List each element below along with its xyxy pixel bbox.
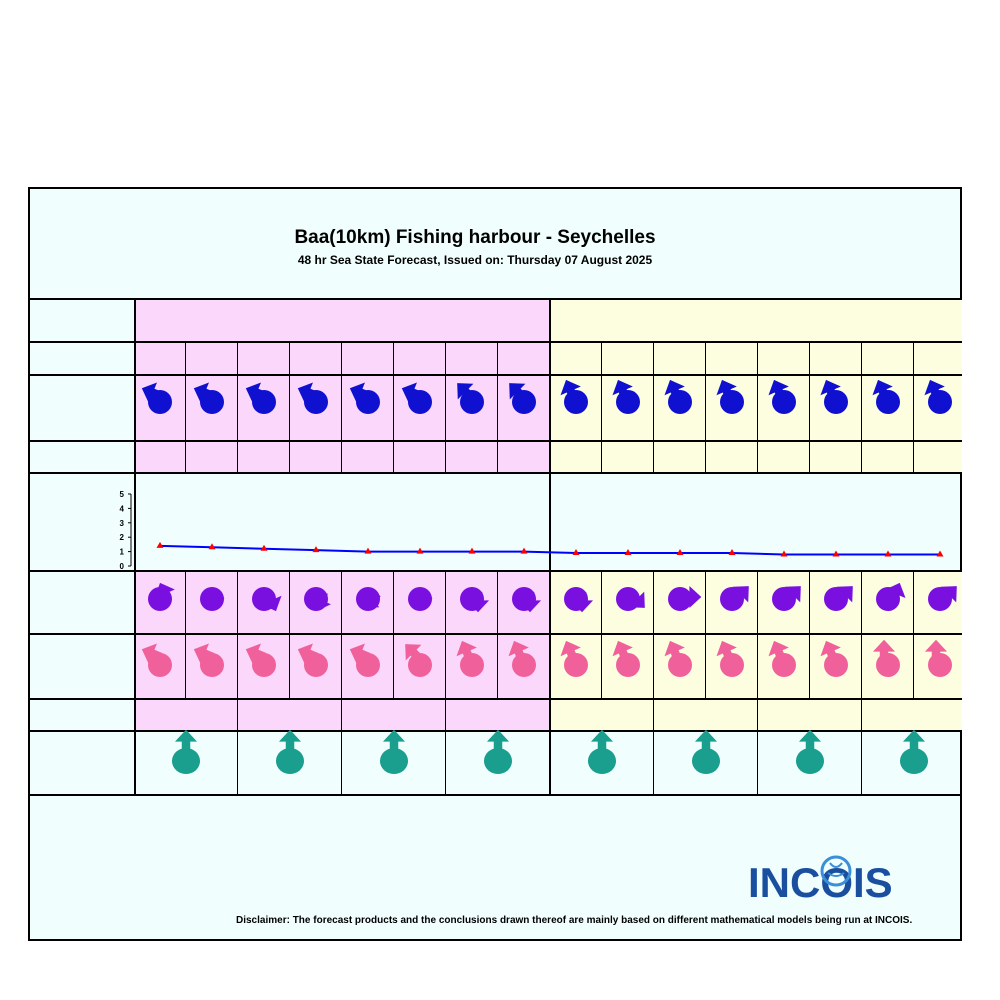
col-divider xyxy=(705,633,706,698)
col-divider xyxy=(601,633,602,698)
page-subtitle: 48 hr Sea State Forecast, Issued on: Thursday 07 August 2025 xyxy=(297,253,653,267)
col-divider xyxy=(809,570,810,633)
row-divider xyxy=(30,440,962,442)
wind-speed-circle xyxy=(720,587,744,611)
col-divider xyxy=(445,698,446,730)
wind-speed-circle xyxy=(616,587,640,611)
col-divider xyxy=(653,440,654,472)
wave-period-label xyxy=(30,440,134,472)
y-tick-label: 3 xyxy=(119,518,124,528)
col-divider xyxy=(185,570,186,633)
y-tick-label: 0 xyxy=(119,562,124,570)
disclaimer: Disclaimer: The forecast products and the conclusions drawn thereof are mainly based on different mathematical models being run at INCOIS. xyxy=(236,915,913,926)
incois-logo xyxy=(746,849,896,909)
wind-speed-circle xyxy=(564,587,588,611)
col-divider xyxy=(601,341,602,374)
time-label xyxy=(30,341,134,374)
wave-height-chart xyxy=(30,472,962,570)
col-divider xyxy=(653,374,654,440)
swell-height-circle xyxy=(928,653,952,677)
col-divider xyxy=(289,633,290,698)
row-divider xyxy=(30,794,962,796)
wave-height-circle xyxy=(356,390,380,414)
wind-speed-circle xyxy=(772,587,796,611)
col-divider xyxy=(861,570,862,633)
current-value-circle xyxy=(380,748,408,774)
wind-speed-circle xyxy=(824,587,848,611)
wind-speed-circle xyxy=(408,587,432,611)
col-divider xyxy=(757,440,758,472)
col-divider xyxy=(861,440,862,472)
wave-height-point xyxy=(521,548,528,554)
col-divider xyxy=(237,730,238,794)
col-divider xyxy=(757,698,758,730)
col-divider xyxy=(185,633,186,698)
swell-height-circle xyxy=(148,653,172,677)
wind-speed-circle xyxy=(148,587,172,611)
wave-height-point xyxy=(417,548,424,554)
wave-height-circle xyxy=(928,390,952,414)
swell-height-circle xyxy=(616,653,640,677)
swell-height-circle xyxy=(564,653,588,677)
y-tick-label: 4 xyxy=(119,504,124,514)
col-divider xyxy=(913,633,914,698)
col-divider xyxy=(445,730,446,794)
swell-height-circle xyxy=(824,653,848,677)
wind-speed-circle xyxy=(304,587,328,611)
col-divider xyxy=(237,698,238,730)
friday-band xyxy=(134,440,550,472)
friday-band xyxy=(134,341,550,374)
col-divider xyxy=(497,633,498,698)
col-divider xyxy=(757,570,758,633)
col-divider xyxy=(809,341,810,374)
col-divider xyxy=(445,633,446,698)
swell-height-circle xyxy=(304,653,328,677)
col-divider xyxy=(185,440,186,472)
saturday-band xyxy=(550,341,962,374)
col-divider xyxy=(861,730,862,794)
swell-height-circle xyxy=(252,653,276,677)
wave-height-circle xyxy=(824,390,848,414)
col-divider xyxy=(289,374,290,440)
col-divider xyxy=(913,374,914,440)
current-value-circle xyxy=(276,748,304,774)
wind-speed-circle xyxy=(356,587,380,611)
col-divider xyxy=(913,341,914,374)
swell-height-circle xyxy=(668,653,692,677)
current-label xyxy=(30,730,134,794)
saturday-band xyxy=(550,298,962,341)
col-divider xyxy=(393,341,394,374)
col-divider xyxy=(445,374,446,440)
col-divider xyxy=(757,633,758,698)
friday-band xyxy=(134,698,550,730)
swell-height-circle xyxy=(876,653,900,677)
swell-height-circle xyxy=(200,653,224,677)
col-divider xyxy=(393,374,394,440)
col-divider xyxy=(497,440,498,472)
col-divider xyxy=(341,341,342,374)
current-value-circle xyxy=(900,748,928,774)
col-divider xyxy=(861,633,862,698)
col-divider xyxy=(445,440,446,472)
wave-height-circle xyxy=(564,390,588,414)
col-divider xyxy=(653,341,654,374)
wave-height-circle xyxy=(460,390,484,414)
col-divider xyxy=(497,570,498,633)
col-divider xyxy=(289,570,290,633)
col-divider xyxy=(809,374,810,440)
wave-height-circle xyxy=(772,390,796,414)
col-divider xyxy=(185,374,186,440)
col-divider xyxy=(341,730,342,794)
col-divider xyxy=(237,633,238,698)
col-divider xyxy=(237,374,238,440)
wave-height-circle xyxy=(876,390,900,414)
col-divider xyxy=(341,633,342,698)
row-divider xyxy=(30,341,962,343)
wave-height-line xyxy=(160,546,940,555)
swell-height-circle xyxy=(720,653,744,677)
wind-speed-circle xyxy=(512,587,536,611)
wave-height-point xyxy=(885,550,892,556)
y-tick-label: 1 xyxy=(119,547,124,557)
current-value-circle xyxy=(172,748,200,774)
col-divider xyxy=(237,440,238,472)
wave-height-label xyxy=(30,374,134,440)
col-divider xyxy=(809,440,810,472)
col-divider xyxy=(653,730,654,794)
col-divider xyxy=(653,570,654,633)
swell-height-circle xyxy=(512,653,536,677)
col-divider xyxy=(341,440,342,472)
row-divider xyxy=(30,698,962,700)
wave-height-circle xyxy=(720,390,744,414)
wind-speed-circle xyxy=(928,587,952,611)
wave-height-circle xyxy=(304,390,328,414)
date-label xyxy=(30,298,134,341)
swell-height-circle xyxy=(772,653,796,677)
col-divider xyxy=(341,374,342,440)
time2-label xyxy=(30,698,134,730)
col-divider xyxy=(497,374,498,440)
wave-height-circle xyxy=(148,390,172,414)
col-divider xyxy=(393,570,394,633)
col-divider xyxy=(913,440,914,472)
col-divider xyxy=(809,633,810,698)
wave-height-circle xyxy=(668,390,692,414)
wind-label xyxy=(30,570,134,633)
col-divider xyxy=(705,374,706,440)
wave-height-point xyxy=(625,549,632,555)
friday-band xyxy=(134,298,550,341)
swell-height-circle xyxy=(460,653,484,677)
row-divider xyxy=(30,374,962,376)
col-divider xyxy=(601,570,602,633)
col-divider xyxy=(497,341,498,374)
current-value-circle xyxy=(588,748,616,774)
swell-height-circle xyxy=(408,653,432,677)
wave-height-point xyxy=(157,542,164,548)
col-divider xyxy=(757,730,758,794)
col-divider xyxy=(341,698,342,730)
wave-height-point xyxy=(677,549,684,555)
col-divider xyxy=(601,440,602,472)
col-divider xyxy=(861,341,862,374)
col-divider xyxy=(861,698,862,730)
col-divider xyxy=(757,341,758,374)
current-value-circle xyxy=(796,748,824,774)
col-divider xyxy=(237,341,238,374)
wave-height-circle xyxy=(200,390,224,414)
col-divider xyxy=(341,570,342,633)
saturday-band xyxy=(550,698,962,730)
wave-height-circle xyxy=(408,390,432,414)
wave-height-circle xyxy=(616,390,640,414)
y-tick-label: 2 xyxy=(119,533,124,543)
col-divider xyxy=(289,440,290,472)
wind-speed-circle xyxy=(876,587,900,611)
wind-speed-circle xyxy=(252,587,276,611)
page-title: Baa(10km) Fishing harbour - Seychelles xyxy=(294,227,656,248)
wave-height-point xyxy=(833,550,840,556)
y-tick-label: 5 xyxy=(119,490,124,499)
swell-height-circle xyxy=(356,653,380,677)
row-divider xyxy=(30,570,962,572)
wave-height-circle xyxy=(512,390,536,414)
current-value-circle xyxy=(484,748,512,774)
wave-height-point xyxy=(729,549,736,555)
col-divider xyxy=(445,341,446,374)
col-divider xyxy=(393,440,394,472)
col-divider xyxy=(861,374,862,440)
col-divider xyxy=(757,374,758,440)
wind-speed-circle xyxy=(668,587,692,611)
col-divider xyxy=(705,440,706,472)
col-divider xyxy=(705,570,706,633)
saturday-band xyxy=(550,440,962,472)
wave-height-circle xyxy=(252,390,276,414)
col-divider xyxy=(185,341,186,374)
col-divider xyxy=(653,698,654,730)
swell-label xyxy=(30,633,134,698)
col-divider xyxy=(653,633,654,698)
current-value-circle xyxy=(692,748,720,774)
col-divider xyxy=(601,374,602,440)
wind-speed-circle xyxy=(200,587,224,611)
col-divider xyxy=(913,570,914,633)
row-divider xyxy=(30,298,962,300)
col-divider xyxy=(237,570,238,633)
row-divider xyxy=(30,633,962,635)
col-divider xyxy=(445,570,446,633)
forecast-panel xyxy=(28,187,962,941)
col-divider xyxy=(289,341,290,374)
col-divider xyxy=(393,633,394,698)
logo-text: INCOIS xyxy=(748,859,893,906)
wind-speed-circle xyxy=(460,587,484,611)
wave-height-point xyxy=(937,550,944,556)
col-divider xyxy=(705,341,706,374)
wave-height-point xyxy=(469,548,476,554)
